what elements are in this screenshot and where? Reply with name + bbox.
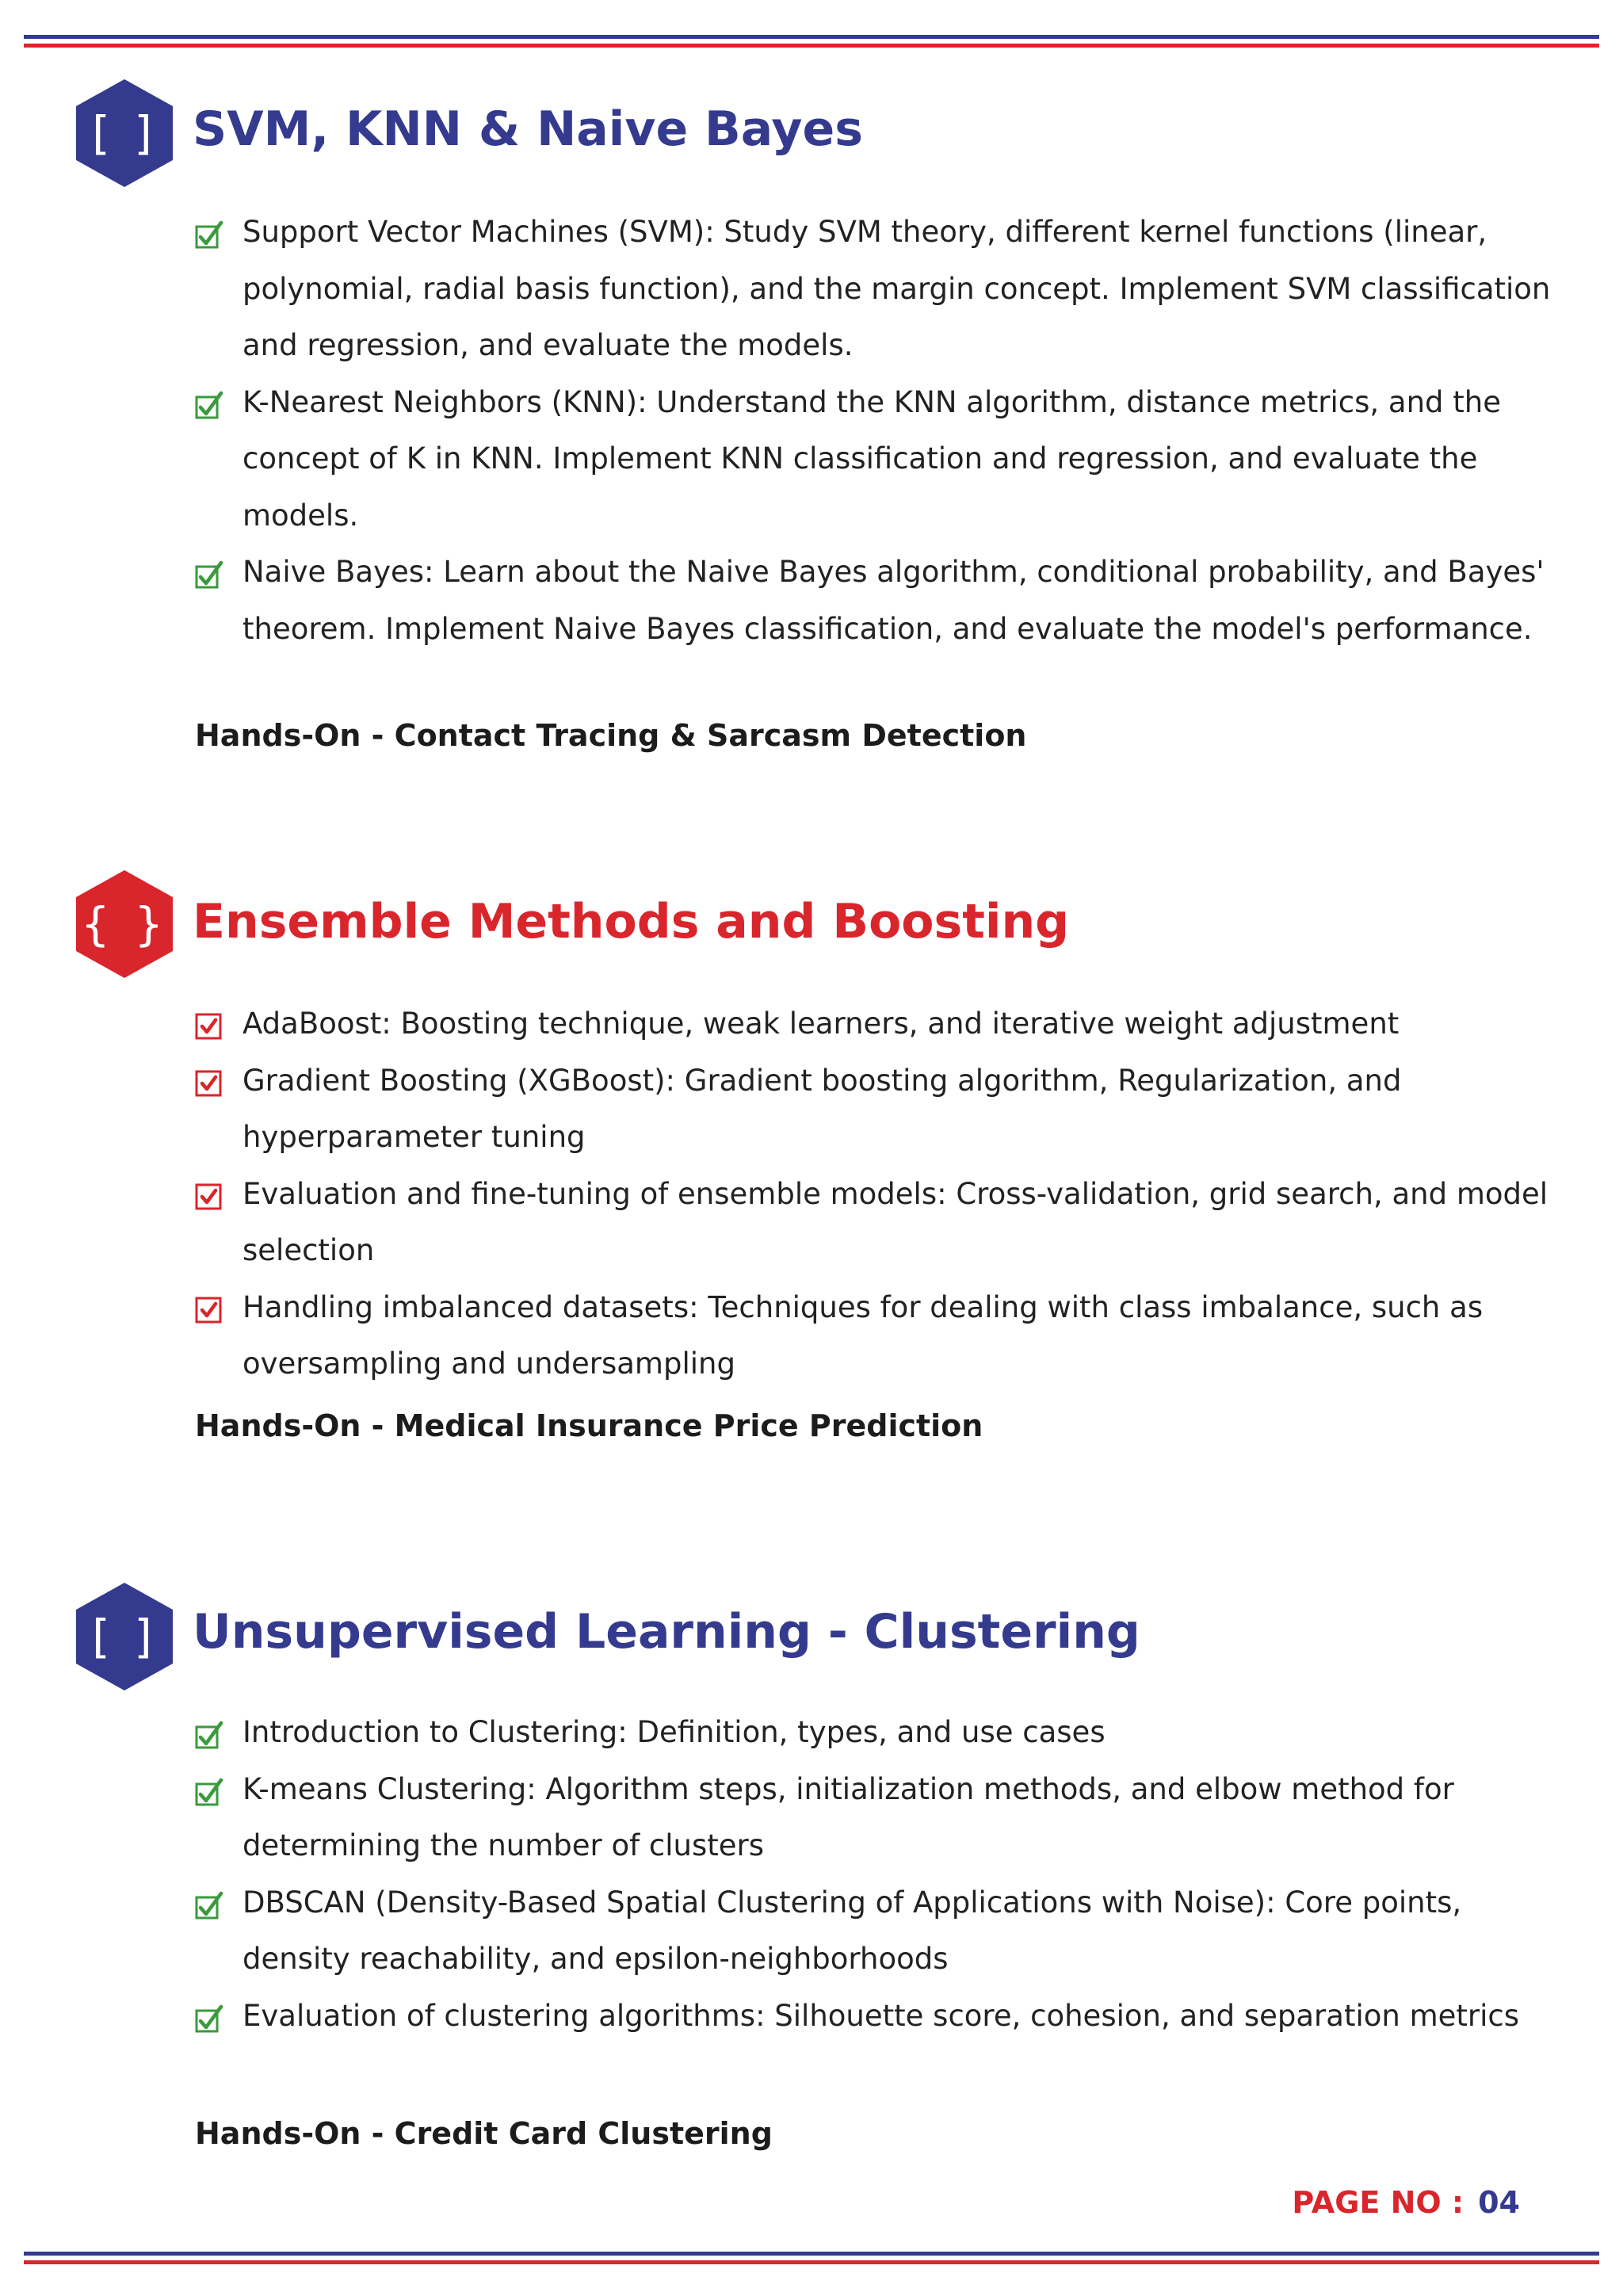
green-checkmark-icon bbox=[194, 1777, 224, 1807]
square-brackets-hexagon-icon bbox=[76, 79, 173, 187]
bottom-rule-blue bbox=[24, 2252, 1599, 2256]
list-item bbox=[193, 374, 1556, 544]
list-item-text: Evaluation of clustering algorithms: Silhouette score, cohesion, and separation metrics bbox=[242, 1998, 1519, 2033]
list-item bbox=[193, 1988, 1556, 2045]
hands-on-label: Hands-On - Credit Card Clustering bbox=[195, 2116, 773, 2151]
green-checkmark-icon bbox=[194, 220, 224, 250]
list-item-text: AdaBoost: Boosting technique, weak learners, and iterative weight adjustment bbox=[242, 1007, 1400, 1041]
list-item bbox=[193, 204, 1556, 374]
hexagon-glyph: [ ] bbox=[92, 1610, 157, 1664]
list-item bbox=[193, 1874, 1556, 1988]
page-number bbox=[1292, 2185, 1520, 2220]
hexagon-glyph: [ ] bbox=[92, 106, 157, 160]
top-rule-blue bbox=[24, 35, 1599, 39]
green-checkmark-icon bbox=[194, 2004, 224, 2034]
section-title: SVM, KNN & Naive Bayes bbox=[193, 101, 863, 157]
list-item bbox=[193, 544, 1556, 657]
list-item bbox=[193, 1052, 1556, 1166]
list-item bbox=[193, 995, 1556, 1052]
hexagon-glyph: { } bbox=[80, 897, 169, 951]
section-title: Ensemble Methods and Boosting bbox=[193, 894, 1070, 949]
list-item-text: Evaluation and fine-tuning of ensemble models: Cross-validation, grid search, and model selection bbox=[242, 1176, 1549, 1267]
green-checkmark-icon bbox=[194, 390, 224, 420]
list-item-text: K-Nearest Neighbors (KNN): Understand the KNN algorithm, distance metrics, and the concept of K in KNN. Implement KNN classification and regression, and evaluate the models. bbox=[242, 384, 1501, 533]
list-item-text: Naive Bayes: Learn about the Naive Bayes algorithm, conditional probability, and Bayes' theorem. Implement Naive Bayes classification, and evaluate the model's performance. bbox=[242, 555, 1545, 646]
hands-on-label: Hands-On - Contact Tracing & Sarcasm Detection bbox=[195, 718, 1027, 753]
green-checkmark-icon bbox=[194, 1890, 224, 1920]
green-checkmark-icon bbox=[194, 1720, 224, 1750]
list-item-text: Support Vector Machines (SVM): Study SVM theory, different kernel functions (linear, polynomial, radial basis function), and the margin concept. Implement SVM classification and regression, and evaluate the models. bbox=[242, 215, 1551, 362]
list-item-text: Handling imbalanced datasets: Techniques for dealing with class imbalance, such as oversampling and undersampling bbox=[242, 1289, 1484, 1381]
topic-list bbox=[193, 995, 1556, 1392]
page-number-label: PAGE NO : bbox=[1292, 2185, 1465, 2220]
list-item bbox=[193, 1761, 1556, 1874]
list-item-text: Gradient Boosting (XGBoost): Gradient boosting algorithm, Regularization, and hyperparameter tuning bbox=[242, 1063, 1402, 1154]
green-checkmark-icon bbox=[194, 560, 224, 590]
square-brackets-hexagon-icon bbox=[76, 1583, 173, 1690]
bottom-rule-red bbox=[24, 2260, 1599, 2264]
list-item bbox=[193, 1166, 1556, 1279]
list-item bbox=[193, 1279, 1556, 1392]
list-item-text: Introduction to Clustering: Definition, types, and use cases bbox=[242, 1715, 1106, 1749]
red-checkbox-icon bbox=[194, 1011, 224, 1041]
hands-on-label: Hands-On - Medical Insurance Price Prediction bbox=[195, 1408, 983, 1443]
list-item-text: DBSCAN (Density-Based Spatial Clustering of Applications with Noise): Core points, density reachability, and epsilon-neighborhoods bbox=[242, 1885, 1462, 1976]
top-rule-red bbox=[24, 44, 1599, 48]
red-checkbox-icon bbox=[194, 1295, 224, 1325]
page-number-value: 04 bbox=[1478, 2185, 1520, 2220]
list-item bbox=[193, 1704, 1556, 1761]
list-item-text: K-means Clustering: Algorithm steps, initialization methods, and elbow method for determining the number of clusters bbox=[242, 1771, 1454, 1862]
topic-list bbox=[193, 204, 1556, 657]
curly-braces-hexagon-icon bbox=[76, 870, 173, 978]
section-title: Unsupervised Learning - Clustering bbox=[193, 1604, 1140, 1660]
red-checkbox-icon bbox=[194, 1182, 224, 1212]
red-checkbox-icon bbox=[194, 1068, 224, 1098]
topic-list bbox=[193, 1704, 1556, 2044]
